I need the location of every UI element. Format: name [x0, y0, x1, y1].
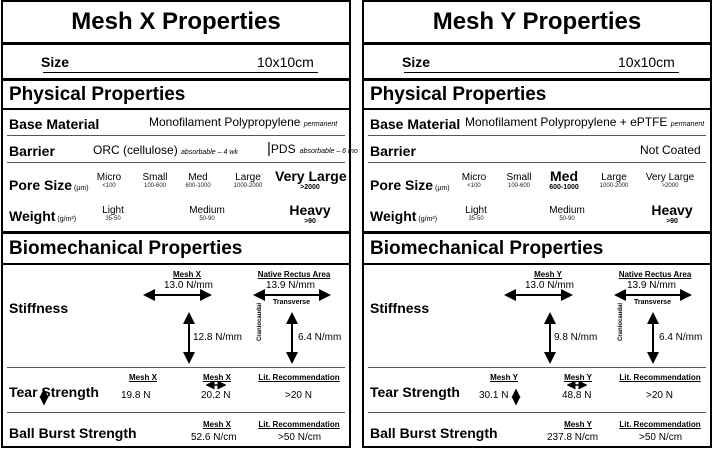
weight-option-heavy-selected: Heavy >90: [289, 202, 331, 225]
mesh-transverse-value: 13.0 N/mm: [525, 280, 574, 291]
size-value: 10x10cm: [257, 54, 314, 70]
weight-option-medium: Medium 50-90: [549, 205, 585, 222]
pore-size-label: Pore Size (μm): [9, 177, 89, 193]
craniocaudal-label: Craniocaudal: [257, 302, 263, 341]
burst-rec-value: >50 N/cm: [278, 432, 322, 443]
tear-rec-header: Lit. Recommendation: [619, 373, 701, 382]
transverse-label: Transverse: [273, 299, 310, 306]
biomechanical-heading: Biomechanical Properties: [370, 238, 604, 259]
burst-value: 52.6 N/cm: [191, 432, 237, 443]
stiffness-mesh-header: Mesh Y: [534, 270, 562, 279]
base-material-label: Base Material: [370, 116, 461, 132]
native-rectus-header: Native Rectus Area: [257, 270, 331, 279]
size-label: Size: [41, 54, 70, 70]
burst-header: Mesh Y: [564, 420, 592, 429]
mesh-transverse-value: 13.0 N/mm: [164, 280, 213, 291]
tear-col1-value: 19.8 N: [121, 390, 151, 401]
tear-rec-value: >20 N: [646, 390, 673, 401]
native-rectus-header: Native Rectus Area: [618, 270, 692, 279]
tear-col2-value: 48.8 N: [562, 390, 592, 401]
pore-size-label: Pore Size (μm): [370, 177, 450, 193]
pore-option-med: Med 600-1000: [185, 172, 211, 189]
panel-title: Mesh X Properties: [71, 8, 281, 35]
biomechanical-heading: Biomechanical Properties: [9, 238, 243, 259]
barrier-value: Not Coated: [640, 143, 701, 157]
tear-col2-header: Mesh X: [202, 373, 231, 382]
barrier-label: Barrier: [370, 143, 416, 159]
burst-rec-header: Lit. Recommendation: [619, 420, 701, 429]
pore-option-very-large: Very Large >2000: [645, 172, 695, 189]
size-label: Size: [402, 54, 431, 70]
divider: [368, 367, 706, 368]
tear-strength-label: Tear Strength: [370, 384, 460, 400]
stiffness-label: Stiffness: [9, 300, 69, 316]
base-material-value: Monofilament Polypropylene permanent: [149, 115, 338, 129]
stiffness-label: Stiffness: [370, 300, 430, 316]
mesh-craniocaudal-value: 9.8 N/mm: [554, 332, 598, 343]
native-craniocaudal-value: 6.4 N/mm: [298, 332, 342, 343]
weight-option-heavy-selected: Heavy >90: [651, 202, 693, 225]
pore-option-micro: Micro <100: [461, 172, 487, 189]
barrier-label: Barrier: [9, 143, 55, 159]
stiffness-mesh-header: Mesh X: [172, 270, 201, 279]
native-craniocaudal-value: 6.4 N/mm: [659, 332, 703, 343]
craniocaudal-label: Craniocaudal: [618, 302, 624, 341]
panel-title: Mesh Y Properties: [432, 8, 642, 35]
native-transverse-value: 13.9 N/mm: [627, 280, 676, 291]
size-value: 10x10cm: [618, 54, 675, 70]
transverse-label: Transverse: [634, 299, 671, 306]
pore-option-large: Large 1000-2000: [599, 172, 629, 189]
pore-option-very-large-selected: Very Large >2000: [275, 168, 347, 191]
mesh-y-panel: [362, 0, 712, 448]
mesh-craniocaudal-value: 12.8 N/mm: [193, 332, 242, 343]
burst-rec-value: >50 N/cm: [639, 432, 683, 443]
weight-option-light: Light 35-50: [465, 205, 487, 222]
pore-option-micro: Micro <100: [96, 172, 122, 189]
barrier-value-orc: ORC (cellulose) absorbable – 4 wk: [93, 143, 238, 157]
ball-burst-label: Ball Burst Strength: [370, 425, 498, 441]
tear-col2-value: 20.2 N: [201, 390, 231, 401]
physical-heading: Physical Properties: [370, 84, 547, 105]
weight-option-medium: Medium 50-90: [189, 205, 225, 222]
base-material-value: Monofilament Polypropylene + ePTFE permanent: [465, 115, 705, 129]
weight-label: Weight (g/m²): [370, 208, 438, 224]
divider: [368, 412, 706, 413]
physical-heading: Physical Properties: [9, 84, 186, 105]
tear-rec-header: Lit. Recommendation: [258, 373, 340, 382]
pore-option-small: Small 100-600: [506, 172, 532, 189]
tear-strength-label: Tear Strength: [9, 384, 99, 400]
stiffness-arrows: [364, 2, 714, 450]
mesh-x-panel: [1, 0, 358, 448]
stiffness-arrows: [3, 2, 353, 450]
divider: [7, 367, 345, 368]
pore-option-large: Large 1000-2000: [233, 172, 263, 189]
tear-col1-value: 30.1 N: [479, 390, 509, 401]
native-transverse-value: 13.9 N/mm: [266, 280, 315, 291]
tear-col1-header: Mesh Y: [490, 373, 518, 382]
burst-rec-header: Lit. Recommendation: [258, 420, 340, 429]
base-material-label: Base Material: [9, 116, 100, 132]
weight-label: Weight (g/m²): [9, 208, 77, 224]
tear-col1-header: Mesh X: [128, 373, 157, 382]
tear-col2-header: Mesh Y: [564, 373, 592, 382]
tear-rec-value: >20 N: [285, 390, 312, 401]
barrier-value-pds: |PDS absorbable – 6 mo: [267, 140, 358, 157]
pore-option-med-selected: Med 600-1000: [549, 168, 579, 191]
pore-option-small: Small 100-600: [142, 172, 168, 189]
burst-value: 237.8 N/cm: [547, 432, 599, 443]
weight-option-light: Light 35-50: [102, 205, 124, 222]
divider: [7, 412, 345, 413]
ball-burst-label: Ball Burst Strength: [9, 425, 137, 441]
burst-header: Mesh X: [202, 420, 231, 429]
